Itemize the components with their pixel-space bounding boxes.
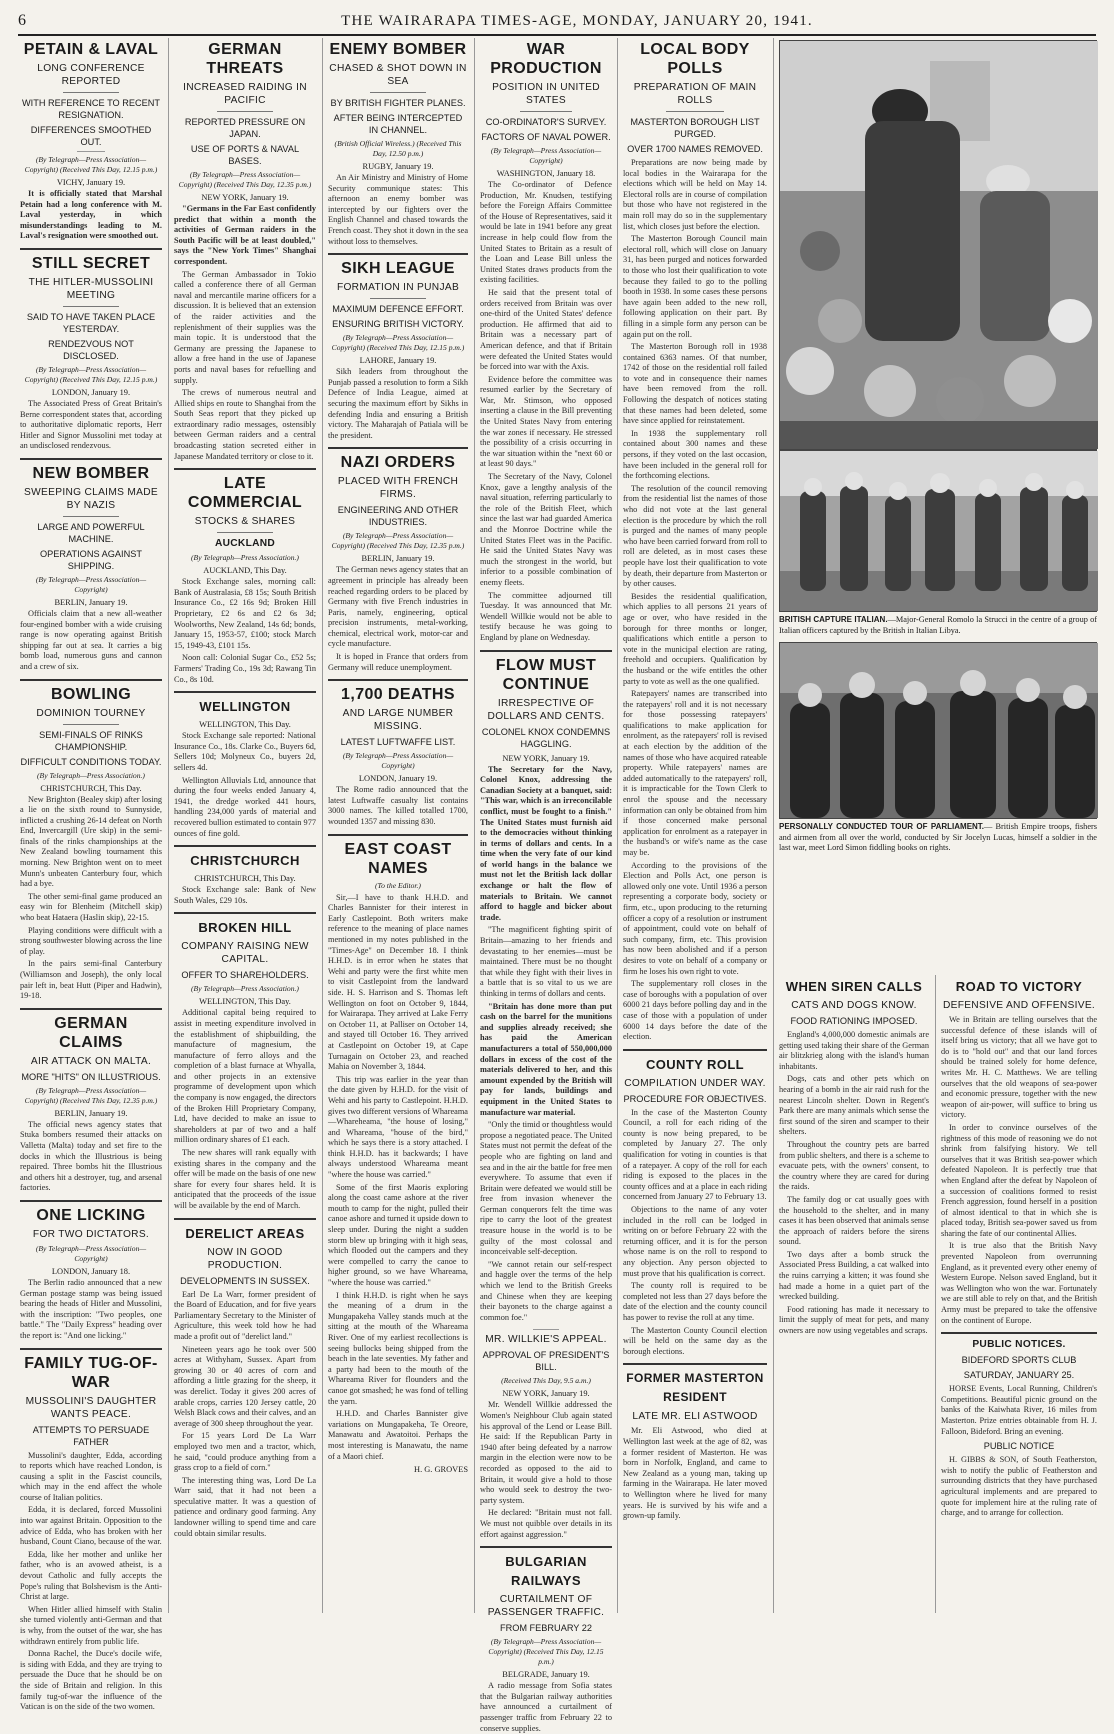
photo-italian-capture [779, 450, 1097, 612]
divider [63, 516, 120, 517]
body-text: The Co-ordinator of Defence Production, Mr. Knudsen, testifying before the Foreign Affairs Committee of the House of Representatives, said it would be late in 1941 before any great increase in help could flow from the United States to Britain as a result of the Loan and Lease Bill unless the United States draws products from the existing facilities. [480, 180, 612, 285]
headline: BROKEN HILL [198, 920, 292, 936]
body-text: Noon call: Colonial Sugar Co., £52 5s; Farmers' Trading Co., 19s 3d; Rawang Tin Co., 8s 10d. [174, 653, 316, 684]
deck: AFTER BEING INTERCEPTED IN CHANNEL. [333, 113, 463, 135]
subheading: INCREASED RAIDING IN PACIFIC [183, 82, 307, 106]
body-text: Edda, it is declared, forced Mussolini into war against Britain. Opposition to the advice of Edda, who has broken with her husband, Count Ciano, because of the war. [20, 1505, 162, 1547]
dateline: LONDON, January 19. [51, 387, 131, 397]
credit-line: (By Telegraph—Press Association—Copyright) [35, 574, 147, 594]
body-text: It is officially stated that Marshal Petain had a long conference with M. Laval yesterday, in which misunderstandings leading to M. Laval's resignation were smoothed out. [20, 189, 162, 241]
headline: ENEMY BOMBER [329, 41, 467, 58]
subheading: STOCKS & SHARES [194, 516, 296, 528]
body-text: Edda, like her mother and unlike her father, who is an avowed atheist, is a devout Catholic and fully accepts the Pope's ruling that Bolshevism is the Anti-Christ at large. [20, 1549, 162, 1602]
divider [63, 306, 120, 307]
column-6b [941, 975, 1097, 1613]
credit-line: (By Telegraph—Press Association.) [191, 553, 299, 563]
deck: APPROVAL OF PRESIDENT'S BILL. [482, 1350, 610, 1373]
story-nazi-orders [328, 453, 468, 673]
page-number: 6 [18, 12, 26, 29]
body-text: "Britain has done more than put cash on the barrel for the munitions and supplies already received; she has paid the American manufacturers a total of 550,000,000 dollars in excess of the cost of the materials delivered to her, and this amount expended by the British will pay for lands, buildings and equipment in the United States to manufacture war material. [480, 1001, 612, 1117]
headline: NAZI ORDERS [340, 454, 456, 472]
deck: MASTERTON BOROUGH LIST PURGED. [630, 117, 760, 139]
subheading: MUSSOLINI'S DAUGHTER WANTS PEACE. [25, 1395, 157, 1420]
body-text: Evidence before the committee was resumed earlier by the Secretary of War, Mr. Stimson, who opposed inserting a clause in the Bill preventing the United States Navy from entering the war zones if necessary. He stressed the possibility of a crisis occurring in the war situation within the "next 60 or at least 90 days." [480, 374, 612, 469]
headline: WELLINGTON [199, 699, 291, 715]
body-text: We in Britain are telling ourselves that the successful defence of these islands will of itself bring us victory; that all we have got to do is to "hold out" and that our land forces should be trained solely for home defence, writes Mr. H. C. Matthews. We are telling ourselves that the old weapons of sea-power and economic pressure, together with the new weapon of air-power, will suffice to bring us victory. [941, 1015, 1097, 1120]
caption-heading: PERSONALLY CONDUCTED TOUR OF PARLIAMENT. [779, 822, 985, 832]
headline: ROAD TO VICTORY [955, 979, 1083, 994]
divider [666, 111, 724, 112]
body-text: Playing conditions were difficult with a strong southwester blowing across the line of play. [20, 925, 162, 956]
story-flow-must-continue [480, 656, 612, 1324]
divider [328, 253, 468, 255]
column-rule [322, 38, 323, 1613]
divider [174, 912, 316, 914]
headline: PETAIN & LAVAL [23, 41, 159, 58]
column-rule [773, 38, 774, 1613]
deck: SAID TO HAVE TAKEN PLACE YESTERDAY. [26, 311, 156, 334]
body-text: The resolution of the council removing from the residential list the names of those who did not vote at the last general election is the procedure by which the roll is purged and the names of many people who have been carried forward from roll to roll are deleted, as in most cases these people have lost their qualification to vote by death, their departure from Masterton or by other causes. [623, 483, 767, 589]
body-text: Food rationing has made it necessary to limit the supply of meat for pets, and many owners are now using vegetables and scraps. [779, 1304, 929, 1336]
body-text: The county roll is required to be completed not less than 27 days before the date of the election and the county council has power to revise the roll at any time. [623, 1281, 767, 1322]
body-text: The supplementary roll closes in the case of boroughs with a population of over 6000 21 days before polling day and in the case of those with a population of under 6000 14 days before the date of the election. [623, 979, 767, 1042]
subheading: DOMINION TOURNEY [36, 707, 146, 719]
story-war-production [480, 40, 612, 644]
column-rule [617, 38, 618, 1613]
story-new-bomber [20, 464, 162, 673]
body-text: An Air Ministry and Ministry of Home Security communique states: This afternoon an enemy bomber was intercepted by our fighters over the English Channel and chased towards the French coast. They shot it down in the sea without loss to themselves. [328, 173, 468, 246]
column-2 [174, 38, 316, 1613]
body-text: The Masterton Borough roll in 1938 contained 6363 names. Of that number, 1742 of those on the residential roll failed to vote and in consequence their names have been removed from the roll. Following the despatch of notices stating that these names had been deleted, some have since applied for reinstatement. [623, 342, 767, 426]
deck: PROCEDURE FOR OBJECTIVES. [623, 1093, 767, 1104]
subheading: CHASED & SHOT DOWN IN SEA [329, 63, 467, 87]
divider [174, 691, 316, 693]
dateline: BERLIN, January 19. [361, 554, 435, 564]
story-local-body-polls [623, 40, 767, 1043]
dateline: NEW YORK, January 19. [201, 193, 289, 202]
deck: OFFER TO SHAREHOLDERS. [181, 970, 309, 981]
caption-text: —Major-General Romolo la Strucci in the centre of a group of Italian officers captured by the British in Italian Libya. [779, 615, 1097, 635]
body-text: Mussolini's daughter, Edda, according to reports which have reached London, is causing a split in the Fascist councils, which may in the end affect the whole course of Italian politics. [20, 1450, 162, 1502]
photo-king-and-queen [779, 40, 1097, 450]
credit-line: (By Telegraph—Press Association.) [191, 984, 299, 994]
headline: GERMAN THREATS [206, 41, 284, 77]
deck: REPORTED PRESSURE ON JAPAN. [184, 117, 306, 139]
subheading: AUCKLAND [214, 538, 276, 550]
divider [174, 1218, 316, 1220]
caption-heading: BRITISH CAPTURE ITALIAN. [779, 615, 888, 624]
body-text: England's 4,000,000 domestic animals are getting used taking their share of the German air blitzkrieg along with the island's human inhabitants. [779, 1030, 929, 1071]
deck: FROM FEBRUARY 22 [499, 1623, 593, 1634]
headline: LATE COMMERCIAL [187, 475, 303, 512]
divider [623, 1363, 767, 1365]
deck: SEMI-FINALS OF RINKS CHAMPIONSHIP. [39, 729, 143, 752]
dateline: AUCKLAND, This Day. [203, 566, 287, 576]
body-text: "Only the timid or thoughtless would propose a negotiated peace. The United States must not permit the defeat of the people who are fighting on land and sea and in the air the battle for free men everywhere. To assume that even if Britain were defeated we would still be free from invasion whenever the German conquerors felt the time was ripe to carry the loot of the greatest treasure house in the world is to be guilty of the most colossal and inconceivable self-deception. [480, 1120, 612, 1257]
body-text: In the case of the Masterton County Council, a roll for each riding of the county is now being prepared, to be completed by January 27. The only qualification for voting in counties is that of a ratepayer. A copy of the roll for each riding is exposed to the places in the county offices and at a place in each riding concerned from January 27 to February 13. [623, 1107, 767, 1202]
body-text: It is hoped in France that orders from Germany will reduce unemployment. [328, 652, 468, 672]
dateline: LONDON, January 19. [358, 774, 438, 784]
body-text: When Hitler allied himself with Stalin she turned violently anti-German and that is why, from the outset of the war, she has withdrawn entirely from public life. [20, 1604, 162, 1646]
divider [217, 111, 274, 112]
dateline: NEW YORK, January 19. [502, 753, 590, 763]
deck: OPERATIONS AGAINST SHIPPING. [40, 548, 142, 571]
photo-image [780, 41, 1098, 449]
headline: WAR PRODUCTION [490, 41, 602, 77]
body-text: The committee adjourned till Tuesday. It was announced that Mr. Wendell Willkie would not be able to testify because he was going to England by plane on Wednesday. [480, 590, 612, 642]
divider [20, 248, 162, 250]
body-text: Preparations are now being made by local bodies in the Wairarapa for the elections which will be held on May 14. Electoral rolls are in course of compilation but those who have not registered in the main roll may do so in the supplementary list, which closes just before the election. [623, 158, 767, 231]
body-text: The Secretary of the Navy, Colonel Knox, gave a lengthy analysis of the naval situation, referring particularly to the role of the British Fleet, which since the last war had guarded America and the Monroe Doctrine while the United States Fleet was in the Pacific. He said the United States Navy was much the strongest in the world, but inferior to a possible combination of enemy fleets. [480, 472, 612, 587]
masthead-title: THE WAIRARAPA TIMES-AGE, MONDAY, JANUARY 20, 1941. [341, 12, 813, 29]
headline: BULGARIAN RAILWAYS [505, 1554, 587, 1589]
subheading: LATE MR. ELI ASTWOOD [632, 1411, 758, 1423]
body-text: In order to convince ourselves of the rightness of this mode of reasoning we do not shrink from falsifying history. We tell ourselves that it was British sea-power which defeated Napoleon. It is perfectly true that when England after the defeat by Napoleon of a succession of coalitions formed to resist French aggression, found herself in a position of almost identical to that in which she is placed today, British sea-power saved us from sharing the fate of our continental Allies. [941, 1122, 1097, 1238]
dateline: BELGRADE, January 19. [502, 1670, 590, 1680]
story-former-resident [623, 1369, 767, 1521]
body-text: The Associated Press of Great Britain's Berne correspondent states that, according to authoritative diplomatic reports, Herr Hitler and Signor Mussolini met today at an undisclosed rendezvous. [20, 398, 162, 451]
story-still-secret [20, 254, 162, 452]
public-notices [941, 1338, 1097, 1519]
body-text: The German news agency states that an agreement in principle has already been reached regarding orders to be placed by Germany with five French industries in Paris, namely, engineering, optical precision instruments, metal-working, chemical, electrical work, motor-car and cycle manufacture. [328, 565, 468, 649]
divider [941, 1332, 1097, 1334]
headline: COUNTY ROLL [645, 1056, 745, 1072]
deck: PUBLIC NOTICE [983, 1441, 1055, 1452]
divider [328, 447, 468, 449]
story-road-to-victory [941, 977, 1097, 1326]
story-1700-deaths [328, 685, 468, 827]
divider [174, 845, 316, 847]
body-text: Two days after a bomb struck the Associated Press Building, a cat walked into the ruins carrying a kitten; it was found she had made a home in a quiet part of the wrecked building. [779, 1249, 929, 1302]
dateline: RUGBY, January 19. [362, 162, 434, 171]
body-text: Stock Exchange sales, morning call: Bank of Australasia, £8 15s; South British Insurance Co., £2 16s 9d; Broken Hill Proprietary, £2 6s and £2 6s 3d; Woolworths, New Zealand, 14s 6d; bonds, January 15, 1953-57, £100; stock March 15, 1949-43, £101 15s. [174, 577, 316, 650]
column-1 [20, 38, 162, 1712]
story-derelict-areas [174, 1224, 316, 1540]
credit-line: (By Telegraph—Press Association—Copyright) (Received This Day, 12.35 p.m.) [178, 170, 312, 189]
column-rule [168, 38, 169, 1613]
deck: WITH REFERENCE TO RECENT RESIGNATION. [22, 98, 160, 120]
divider [174, 468, 316, 470]
subheading: NOW IN GOOD PRODUCTION. [207, 1246, 283, 1271]
deck: OVER 1700 NAMES REMOVED. [627, 144, 763, 154]
body-text: Mr. Eli Astwood, who died at Wellington last week at the age of 82, was a former resident of Masterton. He was born in Norfolk, England, and came to New Zealand as a young man, taking up farming in the Wairarapa. He later moved to Wellington where he lived for many years. He is survived by his wife and a grown-up family. [623, 1426, 767, 1521]
headline: DERELICT AREAS [185, 1225, 305, 1241]
deck: DIFFERENCES SMOOTHED OUT. [30, 125, 152, 147]
body-text: Donna Rachel, the Duce's docile wife, is siding with Edda, and they are trying to persuade the Duce that he should be on the side of Britain and religion. In this family tug-of-war the influence of the Vatican is on the side of the two women. [20, 1649, 162, 1712]
body-text: The other semi-final game produced an easy win for Blenheim (Mitchell skip) who beat Hataera (Haslin skip), 22-15. [20, 891, 162, 923]
divider [20, 1200, 162, 1202]
body-text: According to the provisions of the Election and Polls Act, one person is allowed only one vote. Until 1936 a person representing a corporate body, society or firm, etc., upon producing to the returning officer a copy of a resolution or instrument of appointment, could vote on behalf of such company, firm, etc. This provision has now been abolished and if a person desires to vote on behalf of a company or firm he loses his own right to vote. [623, 860, 767, 976]
story-east-coast-names [328, 840, 468, 1475]
body-text: Sir,—I have to thank H.H.D. and Charles Bannister for their interest in Early Castlepoint. Both writers make reference to the meaning of place names mentioned in my notes published in the "Times-Age" on December 18. I think H.H.D. is in error when he states that Wehi and party were the first white men to visit Castlepoint from the landward side. H. S. Harrison and S. Thomas left Wellington on foot on October 9, 1844, for Wairarapa. They arrived at Lake Ferry on October 11, at Palliser on October 14, and stayed till October 16. They arrived at Castlepoint on October 19, at Cape Turnagain on October 23, and reached Mahia on November 3, 1844. [328, 892, 468, 1072]
body-text: The Secretary for the Navy, Colonel Knox, addressing the Canadian Society at a banquet, said: "This war, which is an irreconcilable conflict, must be fought to a finish." The United States must furnish aid to the democracies without thinking in terms of dollars and cents. In a time when the very fate of our kind of world hangs in the balance we must not let the British lack dollar exchange or halt the flow of materials to Britain. We cannot afford to haggle and bicker about trade. [480, 764, 612, 922]
subheading: COMPILATION UNDER WAY. [624, 1077, 766, 1089]
subheading: CATS AND DOGS KNOW. [791, 1000, 917, 1011]
body-text: H. GIBBS & SON, of South Featherston, wish to notify the public of Featherston and surrounding districts that they have purchased agricultural implements and are prepared to quote for implement hire at the ruling rate of charge, and to arrange for collection. [941, 1455, 1097, 1518]
deck: FACTORS OF NAVAL POWER. [481, 132, 611, 142]
divider [217, 532, 274, 533]
credit-line: (By Telegraph—Press Association—Copyright) (Received This Day, 12.15 p.m.) [331, 333, 465, 353]
headline: GERMAN CLAIMS [54, 1014, 128, 1051]
dateline: WASHINGTON, January 18. [496, 169, 596, 178]
dateline: LAHORE, January 19. [359, 356, 437, 366]
subheading: PLACED WITH FRENCH FIRMS. [337, 476, 459, 501]
subheading: SWEEPING CLAIMS MADE BY NAZIS [24, 486, 158, 511]
body-text: Some of the first Maoris exploring along the coast came ashore at the river mouth to camp for the night, pulled their canoe ashore and turned it upside down to sleep under. During the night a sudden storm blew up bringing with it high seas, which flooded out the campers and they were compelled to carry the canoe to higher ground, so we have Whareama, "where the house was carried." [328, 1182, 468, 1287]
photo-image [780, 643, 1098, 818]
body-text: Earl De La Warr, former president of the Board of Education, and for five years Parliamentary Secretary to the Minister of Agriculture, this week told how he had made a profit out of "derelict land." [174, 1289, 316, 1341]
story-bulgarian-railways [480, 1552, 612, 1734]
divider [20, 679, 162, 681]
credit-line: (By Telegraph—Press Association—Copyright) [35, 1243, 147, 1263]
deck: BIDEFORD SPORTS CLUB [961, 1355, 1077, 1366]
body-text: Sikh leaders from throughout the Punjab passed a resolution to form a Sikh Defence of India League, aimed at securing the maximum effort by Sikhs in defending India and ensuring a British victory. The Maharajah of Patiala will be the president. [328, 367, 468, 440]
divider [533, 1329, 559, 1330]
credit-line: (By Telegraph—Press Association—Copyright) (Received This Day, 12.15 p.m.) [488, 1637, 604, 1667]
story-willkie-appeal [480, 1333, 612, 1540]
body-text: The interesting thing was, Lord De La Warr said, that it had not been a speculative matter. It was a question of patience and ordinary good farming. Any landowner willing to spend time and care could obtain similar results. [174, 1475, 316, 1538]
divider [328, 834, 468, 836]
subheading: IRRESPECTIVE OF DOLLARS AND CENTS. [487, 697, 605, 722]
body-text: HORSE Events, Local Running, Children's Competitions. Beautiful picnic ground on the banks of the Kaiwhata River, 16 miles from Masterton. Prize entries obtainable from H. J. Falloon, Bideford. Bring an evening. [941, 1384, 1097, 1436]
story-broken-hill [174, 918, 316, 1211]
credit-line: (British Official Wireless.) (Received This Day, 12.50 p.m.) [334, 139, 462, 158]
body-text: Objections to the name of any voter included in the roll can be lodged in writing on or before February 22 with the returning officer, and it is for the person whose name is on the roll to respond to any objection. Any person objected to must prove that his qualification is correct. [623, 1205, 767, 1278]
column-rule [474, 38, 475, 1613]
subheading: THE HITLER-MUSSOLINI MEETING [28, 276, 154, 301]
body-text: A radio message from Sofia states that the Bulgarian railway authorities have announced a curtailment of passenger traffic from February 22 to conserve supplies. [480, 1681, 612, 1733]
story-late-commercial [174, 474, 316, 685]
body-text: H.H.D. and Charles Bannister give variations on Mungapakeha, Te Oreore, Manawatu and Awatoitoi. Perhaps the most interesting is Manawatu, the name of a Maori chief. [328, 1409, 468, 1461]
body-text: Wellington Alluvials Ltd, announce that during the four weeks ended January 4, 1941, the dredge worked 441 hours, handling 234,000 yards of material and recovered bullion estimated to contain 977 ounces of fine gold. [174, 775, 316, 838]
headline: SIKH LEAGUE [341, 260, 455, 278]
credit-line: (To the Editor.) [375, 880, 421, 890]
body-text: In the pairs semi-final Canterbury (Williamson and Joseph), the only local pair left in, beat Hutt (Piper and Hadwin), 19-18. [20, 959, 162, 1001]
divider [370, 298, 426, 299]
deck: USE OF PORTS & NAVAL BASES. [190, 144, 300, 166]
photo-caption [779, 822, 1097, 854]
deck: CO-ORDINATOR'S SURVEY. [485, 117, 607, 127]
deck: COLONEL KNOX CONDEMNS HAGGLING. [481, 726, 611, 749]
signature: H. G. GROVES [414, 1465, 468, 1475]
subheading: LONG CONFERENCE REPORTED [37, 63, 145, 87]
body-text: Nineteen years ago he took over 500 acres at Withyham, Sussex. Apart from growing 30 or 40 acres of corn and affording a little grazing for the sheep, it was derelict. Today it gives 200 acres of arable crops, carries 120 Jersey cattle, 20 Welsh Black cows and their calves, and an average of 300 sheep throughout the year. [174, 1344, 316, 1428]
subheading: AIR ATTACK ON MALTA. [30, 1055, 152, 1067]
divider [20, 1008, 162, 1010]
body-text: The family dog or cat usually goes with the household to the shelter, and in many cases it has been observed that animals sense the approach of raiders before the sirens sound. [779, 1194, 929, 1247]
divider [20, 458, 162, 460]
body-text: New Brighton (Bealey skip) after losing a lie on the sixth round to Sunnyside, inflicted a crushing 26-14 defeat on North End, Invercargill (Ure skip) in the semi-finals of the rinks championships at the New Zealand bowling tournament this morning. New Brighton went on to meet Munn's unbeaten Canterbury four, which had a bye. [20, 794, 162, 889]
credit-line: (By Telegraph—Press Association—Copyright) (Received This Day, 12.35 p.m.) [331, 531, 465, 551]
column-4 [480, 38, 612, 1733]
body-text: The Berlin radio announced that a new German postage stamp was being issued bearing the heads of Hitler and Mussolini, with the inscription: "Two peoples, one battle." The "Daily Express" heading over the report is: "And one licking." [20, 1277, 162, 1340]
divider [328, 679, 468, 681]
column-3 [328, 38, 468, 1613]
body-text: I think H.H.D. is right when he says the meaning of a drum in the Mungapakeha Valley stands much at the sitting at the mouth of the Whareama River. One of my earliest recollections is seeing bullocks being shipped from the beach in the late seventies. My father and a party had been to the mouth of the Whareama River for flounders and the canoe got smashed; he was fond of telling the yarn. [328, 1290, 468, 1406]
dateline: VICHY, January 19. [56, 178, 126, 187]
deck: RENDEZVOUS NOT DISCLOSED. [48, 338, 134, 361]
body-text: The new shares will rank equally with existing shares in the company and the offer will be made on the basis of one new share for every four shares held. It is anticipated that the proceeds of the issue will be available by the end of March. [174, 1148, 316, 1210]
photo-caption [779, 615, 1097, 636]
subheading: POSITION IN UNITED STATES [492, 82, 600, 106]
dateline: BERLIN, January 19. [54, 1108, 128, 1118]
deck: MAXIMUM DEFENCE EFFORT. [332, 304, 464, 315]
subheading: CURTAILMENT OF PASSENGER TRAFFIC. [487, 1594, 605, 1619]
dateline: BERLIN, January 19. [54, 597, 128, 607]
credit-line: (Received This Day, 9.5 a.m.) [501, 1376, 591, 1386]
caption-text: — British Empire troops, fishers and airmen from all over the world, conducted by Sir Jocelyn Lucas, himself a soldier in the last war, meet Lord Simon fiddling books on rights. [779, 822, 1097, 853]
subheading: AND LARGE NUMBER MISSING. [342, 708, 454, 733]
subheading: COMPANY RAISING NEW CAPITAL. [181, 941, 309, 966]
credit-line: (By Telegraph—Press Association—Copyright) (Received This Day, 12.15 p.m.) [24, 155, 158, 174]
headline: FLOW MUST CONTINUE [495, 656, 597, 693]
subheading: PREPARATION OF MAIN ROLLS [633, 82, 757, 106]
story-bowling [20, 685, 162, 1002]
divider [77, 151, 105, 152]
deck: LATEST LUFTWAFFE LIST. [340, 737, 456, 748]
dateline: LONDON, January 18. [51, 1266, 131, 1276]
body-text: Ratepayers' names are transcribed into the ratepayers' roll and it is not necessary for those possessing ratepayers' qualifications to make application for enrolment, as the ratepayers' roll is revised at each election by the addition of the names of those who have acquired rateable property. While ratepayers' names are added automatically to the ratepayers' roll, it is impracticable for the Town Clerk to enrol the spouse and the necessary information can only be obtained from him if those concerned make personal application for enrolment as a ratepayer in the husband's or wife's name as the case may be. [623, 689, 767, 857]
story-when-siren-calls [779, 977, 929, 1337]
body-text: It is true also that the British Navy prevented Napoleon from overrunning England, as it prevented every other enemy of Western Europe. Nelson saved England, but it was Wellington who won the war. Fortunately we are still able to rely on that, and the British Army must be prepared to take the offensive on the continent of Europe. [941, 1241, 1097, 1325]
story-german-threats [174, 40, 316, 462]
body-text: "We cannot retain our self-respect and haggle over the terms of the help which we lend to the British Greeks and Chinese when they are keeping their bayonets to the charge against a common foe." [480, 1259, 612, 1322]
body-text: He declared: "Britain must not fall. We must not quibble over details in its effort against aggression." [480, 1508, 612, 1539]
body-text: The crews of numerous neutral and Allied ships en route to Shanghai from the South Seas report that they picked up extraordinary radio messages, ostensibly between German raiders and a central broadcasting station secreted either in Japanese Mandated territory or close to it. [174, 388, 316, 461]
headline: FORMER MASTERTON RESIDENT [626, 1371, 764, 1405]
headline: STILL SECRET [31, 254, 151, 272]
column-6a [779, 975, 929, 1613]
deck: BY BRITISH FIGHTER PLANES. [330, 98, 466, 108]
deck: LARGE AND POWERFUL MACHINE. [37, 521, 145, 544]
body-text: The Masterton Borough Council main electoral roll, which will close on January 31, has been purged and notices forwarded to those who lost their qualification to vote because they failed to go to the polling booth in 1938. In some cases these persons have again been added to the new roll, following application on their part. By filling in a simple form any person can be again put on the roll. [623, 234, 767, 339]
headline: 1,700 DEATHS [341, 686, 455, 704]
body-text: In 1938 the supplementary roll contained about 300 names and these persons, if they voted on the last occasion, have been included in the general roll for the forthcoming elections. [623, 428, 767, 481]
divider [623, 1049, 767, 1051]
dateline: WELLINGTON, This Day. [199, 997, 291, 1007]
body-text: Stock Exchange sale: Bank of New South Wales, £29 10s. [174, 885, 316, 905]
story-family-tug-of-war [20, 1354, 162, 1713]
headline: EAST COAST NAMES [344, 840, 452, 877]
column-5 [623, 38, 767, 1613]
deck: SATURDAY, JANUARY 25. [963, 1370, 1075, 1381]
story-german-claims [20, 1014, 162, 1194]
dateline: NEW YORK, January 19. [502, 1389, 590, 1399]
deck: ENGINEERING AND OTHER INDUSTRIES. [337, 505, 459, 528]
headline: NEW BOMBER [32, 464, 150, 482]
body-text: For 15 years Lord De La Warr employed two men and a tractor, which, he said, "could produce anything from a grass crop to a field of corn." [174, 1431, 316, 1473]
deck: ENSURING BRITISH VICTORY. [332, 319, 464, 330]
photo-column-2 [779, 448, 1097, 968]
body-text: Stock Exchange sale reported: National Insurance Co., 18s. Clarke Co., Buyers 6d, Sellers 10d; Molyneux Co., buyers 2d, sellers 4d. [174, 731, 316, 772]
credit-line: (By Telegraph—Press Association—Copyright) (Received This Day, 12.15 p.m.) [24, 364, 158, 384]
body-text: Mr. Wendell Willkie addressed the Women's Neighbour Club again stated his approval of the Lend or Lease Bill. He said: If the Republican Party in 1940 after being defeated by a narrow margin in the election were now to be recorded as opposed to the aid to Britain, it would give a hold to those who would seek to destroy the two-party system. [480, 1400, 612, 1505]
deck: DEVELOPMENTS IN SUSSEX. [180, 1275, 310, 1286]
story-wellington [174, 697, 316, 839]
photo-parliament-tour [779, 642, 1097, 819]
story-county-roll [623, 1055, 767, 1358]
body-text: The Rome radio announced that the latest Luftwaffe casualty list contains 3000 names. The killed totalled 1700, wounded 1357 and missing 830. [328, 785, 468, 827]
credit-line: (By Telegraph—Press Association—Copyright) [342, 751, 454, 771]
body-text: Additional capital being required to assist in meeting expenditure involved in the establishment of shipbuilding, the manufacture of magnesium, the manufacture of ferro alloys and the completion of a blast furnace at Whyalla, and other projects in an extensive programme of development upon which the company is now engaged, the directors of the Broken Hill Proprietary Company, Ltd, have decided to make an issue to shareholders at par of two and a half million ordinary shares of £1 each. [174, 1008, 316, 1145]
dateline: CHRISTCHURCH, This Day. [40, 783, 142, 793]
story-one-licking [20, 1206, 162, 1342]
story-enemy-bomber [328, 40, 468, 247]
body-text: The Masterton County Council election will be held on the same day as the borough elections. [623, 1325, 767, 1356]
body-text: Dogs, cats and other pets which on hearing of a bomb in the air raid rush for the nearest Lincoln shelter. Down in Regent's Park there are many animals which sense the first sound of the siren and scamper to their shelters. [779, 1074, 929, 1137]
body-text: He said that the present total of orders received from Britain was over one-third of the United States' defence production. He affirmed that aid to Britain was a necessary part of American defence, and that if Britain were defeated the United States would be forced into war with the Axis. [480, 287, 612, 372]
body-text: Besides the residential qualification, which applies to all persons 21 years of age or over, who have resided in the borough for three months or longer, qualifications which entitle a person to vote in the municipal election are rating, freehold and occupiers. Qualification by the husband or the wife entitles the other party to vote as well as the one qualified. [623, 591, 767, 686]
body-text: The official news agency states that Stuka bombers resumed their attacks on Valletta (Malta) today and set fire to the docks in which the Illustrious is being repaired. Three bombs hit the Illustrious and others hit a destroyer, tug, and arsenal factories. [20, 1119, 162, 1193]
deck: DIFFICULT CONDITIONS TODAY. [20, 756, 162, 767]
body-text: "The magnificent fighting spirit of Britain—amazing to her friends and devastating to her enemies—must be maintained. There must be no thought that while they fight with their lives in a battle that is so vital to us we are thinking in terms of dollars and cents. [480, 925, 612, 998]
subheading: FOR TWO DICTATORS. [32, 1228, 150, 1240]
divider [480, 650, 612, 652]
headline: FAMILY TUG-OF-WAR [24, 1354, 158, 1391]
headline: ONE LICKING [36, 1206, 146, 1224]
dateline: WELLINGTON, This Day. [199, 720, 291, 730]
body-text: The German Ambassador in Tokio called a conference there of all German naval and mercantile marine officers for a discussion. It is believed that an extension of the raider activities and the replenishment of their supplies was the main topic. It is understood that the Germany are pressing the Japanese to allow a free hand in the use of Japanese ports and naval bases for refuelling and supply. [174, 269, 316, 385]
credit-line: (By Telegraph—Press Association—Copyright) [490, 146, 602, 165]
headline: WHEN SIREN CALLS [785, 979, 923, 994]
deck: MORE "HITS" ON ILLUSTRIOUS. [21, 1071, 161, 1082]
headline: BOWLING [50, 685, 132, 703]
headline: LOCAL BODY POLLS [640, 41, 750, 77]
subheading: PUBLIC NOTICES. [972, 1339, 1066, 1351]
body-text: This trip was earlier in the year than the date given by H.H.D. for the visit of Wehi and his party to Castlepoint. H.H.D. gives two different versions of Whareama—Whareheama, "the house of losing," and Whareama, "house of the bird," which he says there is a story attached. I think H.H.D. has it backwards; I have always understood Whareama meant "where the house was carried." [328, 1074, 468, 1180]
body-text: Officials claim that a new all-weather four-engined bomber with a wide cruising range is now operating against British shipping far out at sea. It carries a big bomb load, numerous guns and cannon and a crew of six. [20, 608, 162, 671]
body-text: Throughout the country pets are barred from public shelters, and there is a scheme to evacuate pets, with the owners' consent, to the country where they are cared for during the raids. [779, 1139, 929, 1192]
photo-image [780, 451, 1098, 611]
divider [20, 1348, 162, 1350]
credit-line: (By Telegraph—Press Association.) [37, 770, 145, 780]
story-sikh-league [328, 259, 468, 441]
deck: FOOD RATIONING IMPOSED. [790, 1016, 918, 1026]
story-petain-laval [20, 40, 162, 242]
divider [370, 92, 426, 93]
deck: ATTEMPTS TO PERSUADE FATHER [32, 1424, 150, 1447]
divider [480, 1546, 612, 1548]
headline: CHRISTCHURCH [190, 853, 300, 869]
body-text: "Germans in the Far East confidently predict that within a month the activities of German raiders in the South Pacific will be at least doubled," says the "New York Times" Shanghai correspondent. [174, 204, 316, 266]
subheading: MR. WILLKIE'S APPEAL. [485, 1334, 607, 1346]
column-rule [935, 975, 936, 1613]
masthead [18, 8, 1096, 36]
dateline: CHRISTCHURCH, This Day. [194, 874, 296, 884]
subheading: FORMATION IN PUNJAB [336, 282, 460, 294]
divider [63, 724, 120, 725]
divider [63, 92, 120, 93]
divider [520, 111, 573, 112]
subheading: DEFENSIVE AND OFFENSIVE. [942, 1000, 1096, 1011]
story-christchurch [174, 851, 316, 906]
credit-line: (By Telegraph—Press Association—Copyright) (Received This Day, 12.35 p.m.) [24, 1085, 158, 1105]
